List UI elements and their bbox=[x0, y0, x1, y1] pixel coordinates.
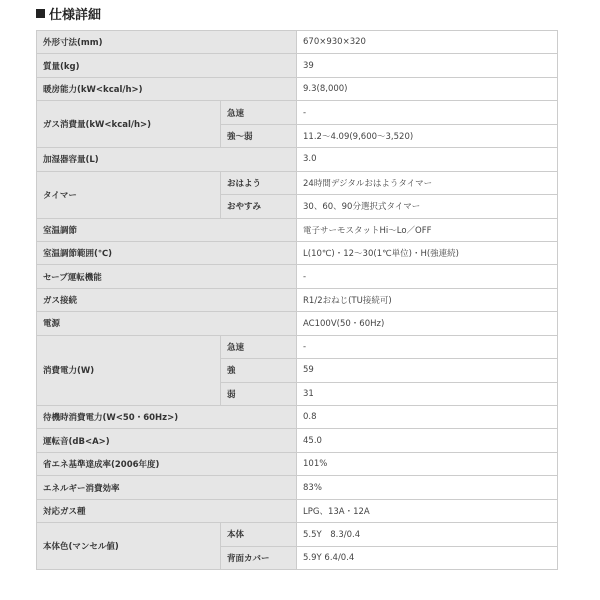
spec-value: 30、60、90分選択式タイマー bbox=[297, 195, 558, 218]
spec-value: 9.3(8,000) bbox=[297, 77, 558, 100]
spec-label: 本体色(マンセル値) bbox=[37, 523, 221, 570]
spec-value: AC100V(50・60Hz) bbox=[297, 312, 558, 335]
spec-value: 39 bbox=[297, 54, 558, 77]
spec-label: 電源 bbox=[37, 312, 297, 335]
table-row bbox=[37, 54, 558, 77]
table-row bbox=[37, 312, 558, 335]
table-row bbox=[37, 171, 558, 194]
table-row bbox=[37, 31, 558, 54]
spec-label: 待機時消費電力(W<50・60Hz>) bbox=[37, 406, 297, 429]
spec-sublabel: 背面カバー bbox=[221, 546, 297, 569]
spec-label: セーブ運転機能 bbox=[37, 265, 297, 288]
spec-sublabel: おはよう bbox=[221, 171, 297, 194]
spec-label: ガス接続 bbox=[37, 288, 297, 311]
spec-value: 5.5Y 8.3/0.4 bbox=[297, 523, 558, 546]
spec-sublabel: 本体 bbox=[221, 523, 297, 546]
table-row bbox=[37, 429, 558, 452]
spec-value: 5.9Y 6.4/0.4 bbox=[297, 546, 558, 569]
spec-label: ガス消費量(kW<kcal/h>) bbox=[37, 101, 221, 148]
spec-value: - bbox=[297, 265, 558, 288]
spec-value: R1/2おねじ(TU接続可) bbox=[297, 288, 558, 311]
table-row bbox=[37, 452, 558, 475]
spec-value: 24時間デジタルおはようタイマー bbox=[297, 171, 558, 194]
spec-label: 加湿器容量(L) bbox=[37, 148, 297, 171]
table-row bbox=[37, 148, 558, 171]
spec-sublabel: おやすみ bbox=[221, 195, 297, 218]
table-row bbox=[37, 406, 558, 429]
spec-label: タイマー bbox=[37, 171, 221, 218]
spec-label: 外形寸法(mm) bbox=[37, 31, 297, 54]
spec-label: 暖房能力(kW<kcal/h>) bbox=[37, 77, 297, 100]
spec-value: 45.0 bbox=[297, 429, 558, 452]
spec-value: 59 bbox=[297, 359, 558, 382]
spec-sublabel: 急速 bbox=[221, 335, 297, 358]
spec-value: 11.2～4.09(9,600～3,520) bbox=[297, 124, 558, 147]
spec-value: 電子サーモスタットHi～Lo／OFF bbox=[297, 218, 558, 241]
spec-value: 101% bbox=[297, 452, 558, 475]
spec-label: 室温調節範囲(℃) bbox=[37, 241, 297, 264]
section-heading bbox=[36, 2, 101, 24]
heading-square-icon bbox=[36, 9, 45, 18]
spec-label: エネルギー消費効率 bbox=[37, 476, 297, 499]
table-row bbox=[37, 476, 558, 499]
spec-value: 31 bbox=[297, 382, 558, 405]
table-row bbox=[37, 335, 558, 358]
table-row bbox=[37, 288, 558, 311]
table-row bbox=[37, 101, 558, 124]
table-row bbox=[37, 265, 558, 288]
spec-sublabel: 弱 bbox=[221, 382, 297, 405]
spec-label: 質量(kg) bbox=[37, 54, 297, 77]
spec-sublabel: 強 bbox=[221, 359, 297, 382]
spec-value: - bbox=[297, 335, 558, 358]
section-heading-text: 仕様詳細 bbox=[49, 7, 102, 23]
table-row bbox=[37, 499, 558, 522]
spec-value: LPG、13A・12A bbox=[297, 499, 558, 522]
spec-label: 対応ガス種 bbox=[37, 499, 297, 522]
table-row bbox=[37, 218, 558, 241]
spec-sublabel: 強～弱 bbox=[221, 124, 297, 147]
spec-sublabel: 急速 bbox=[221, 101, 297, 124]
spec-value: 0.8 bbox=[297, 406, 558, 429]
spec-label: 室温調節 bbox=[37, 218, 297, 241]
spec-value: 3.0 bbox=[297, 148, 558, 171]
spec-value: 670×930×320 bbox=[297, 31, 558, 54]
spec-label: 省エネ基準達成率(2006年度) bbox=[37, 452, 297, 475]
spec-label: 運転音(dB<A>) bbox=[37, 429, 297, 452]
table-row bbox=[37, 77, 558, 100]
spec-value: L(10℃)・12～30(1℃単位)・H(強連続) bbox=[297, 241, 558, 264]
spec-table bbox=[36, 30, 558, 570]
spec-value: 83% bbox=[297, 476, 558, 499]
table-row bbox=[37, 241, 558, 264]
table-row bbox=[37, 523, 558, 546]
spec-label: 消費電力(W) bbox=[37, 335, 221, 405]
spec-value: - bbox=[297, 101, 558, 124]
